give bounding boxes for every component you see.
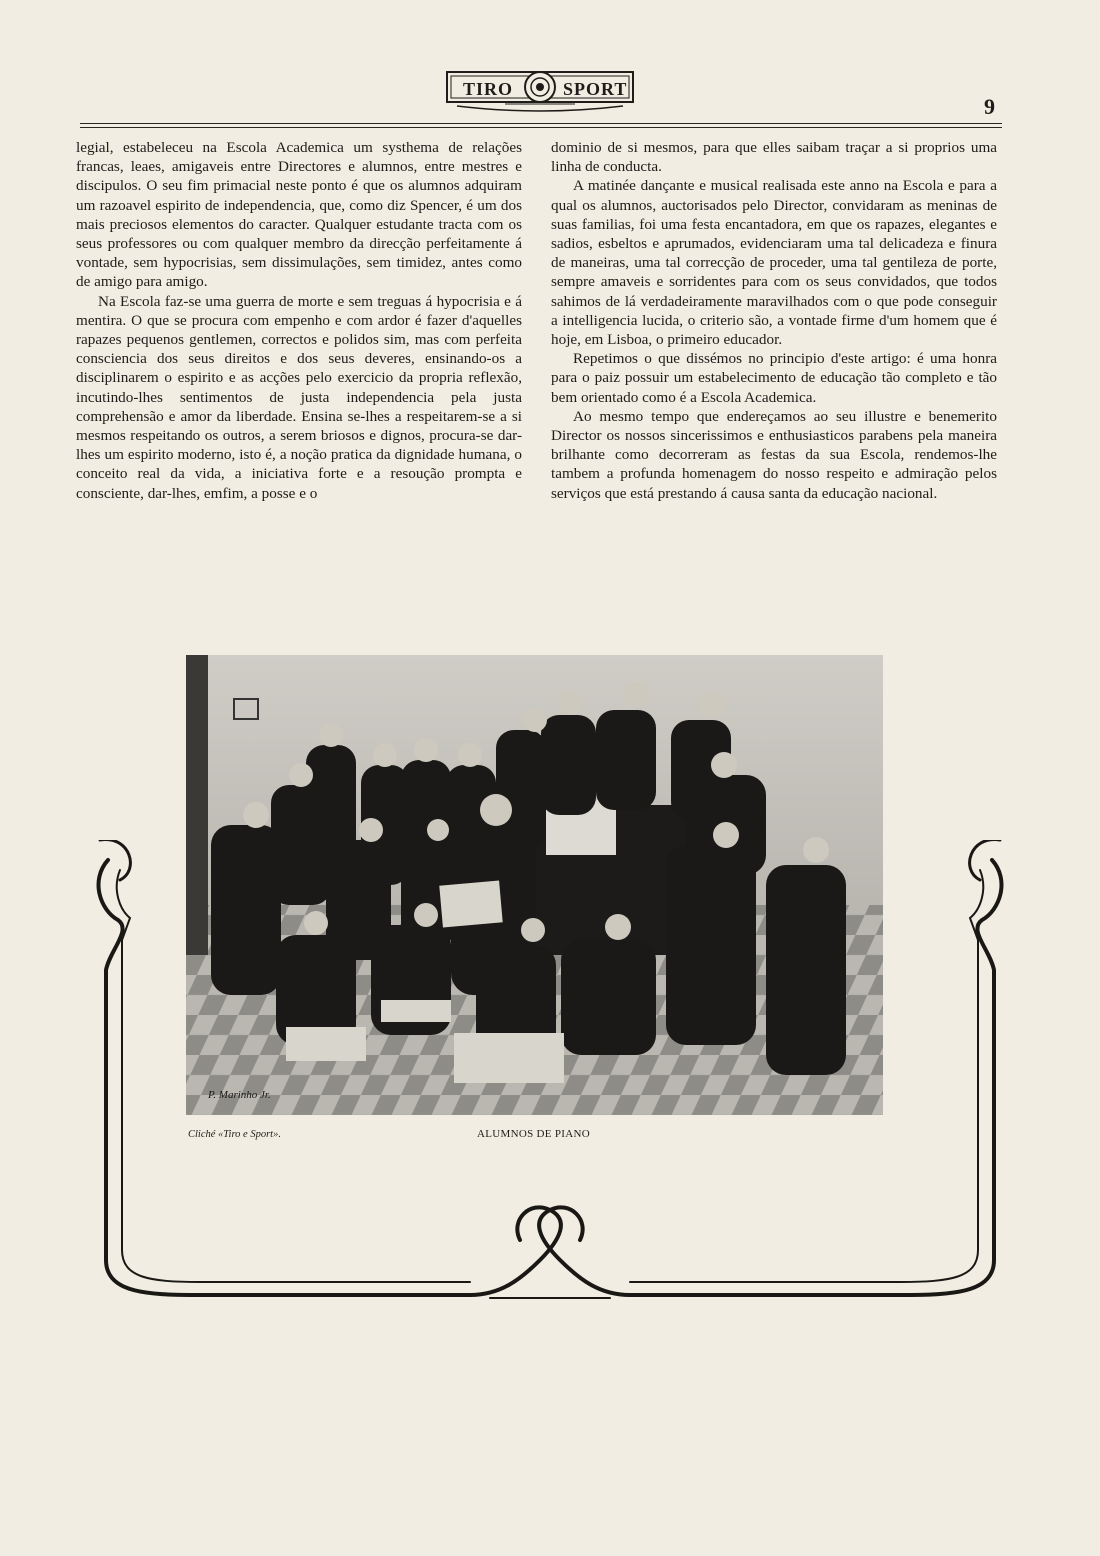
header-rule-thin [80,127,1002,128]
svg-text:TIRO: TIRO [463,79,514,99]
photo-caption: ALUMNOS DE PIANO [477,1128,590,1140]
photographer-signature: P. Marinho Jr. [208,1089,271,1101]
article-right-column [551,138,997,503]
right-paragraph-4: Ao mesmo tempo que endereçamos ao seu illustre e benemerito Director os nossos sincerissimos e enthusiasticos parabens pela maneira brilhante como decorreram as festas da sua Escola, rendemos-lhe tambem a profunda homenagem do nosso respeito e admiração pelos serviços que está prestando á causa santa da educação nacional. [551,407,997,502]
page-number: 9 [984,94,995,119]
right-paragraph-3: Repetimos o que dissémos no principio d'este artigo: é uma honra para o paiz possuir um estabelecimento de educação tão completo e tão bem orientado como é a Escola Academica. [551,350,997,406]
group-photograph [186,655,883,1115]
right-paragraph-1: dominio de si mesmos, para que elles saibam traçar a si proprios uma linha de conducta. [551,139,997,176]
left-paragraph-2: Na Escola faz-se uma guerra de morte e sem treguas á hypocrisia e á mentira. O que se procura com empenho e com ardor é fazer d'aquelles rapazes pequenos gentlemen, correctos e polidos sim, mas com perfeita consciencia dos seus direitos e dos seus deveres, ensinando-os a disciplinarem o espirito e as acções pelo exercicio da propria reflexão, incutindo-lhes sentimentos de justa independencia pela justa comprehensão e amor da liberdade. Ensina se-lhes a respeitarem-se a si mesmos respeitando os outros, a serem briosos e dignos, procura-se dar-lhes um espirito moderno, isto é, a noção pratica da dignidade humana, o conceito real da vida, a iniciativa forte e a resoução prompta e consciente, dar-lhes, emfim, a posse e o [76,292,522,502]
svg-text:SPORT: SPORT [563,79,628,99]
left-paragraph-1: legial, estabeleceu na Escola Academica um systhema de relações francas, leaes, amigaveis entre Directores e alumnos, entre mestres e discipulos. O seu fim primacial neste ponto é que os alumnos adquiram um razoavel espirito de independencia, que, como diz Spencer, é um dos mais preciosos elementos do caracter. Qualquer estudante tracta com os seus professores ou com qualquer membro da direcção perfeitamente á vontade, sem hypocrisias, sem dissimulações, sem timidez, antes como de amigo para amigo. [76,139,522,291]
photo-credit: Cliché «Tiro e Sport». [188,1129,281,1140]
header-rule [80,123,1002,124]
right-paragraph-2: A matinée dançante e musical realisada este anno na Escola e para a qual os alumnos, auctorisados pelo Director, convidaram as meninas de suas familias, foi uma festa encantadora, em que os rapazes, elegantes e sadios, esbeltos e aprumados, evidenciaram uma tal delicadeza e finura de maneiras, uma tal correcção de proceder, uma tal gentileza de porte, sempre amaveis e sorridentes para com os seus convidados, que todos sahimos de lá verdadeiramente maravilhados com o que pode conseguir a intelligencia lucida, o criterio são, a vontade firme d'um homem que é hoje, em Lisboa, o primeiro educador. [551,177,997,349]
masthead-logo [445,66,635,112]
article-left-column [76,138,522,503]
